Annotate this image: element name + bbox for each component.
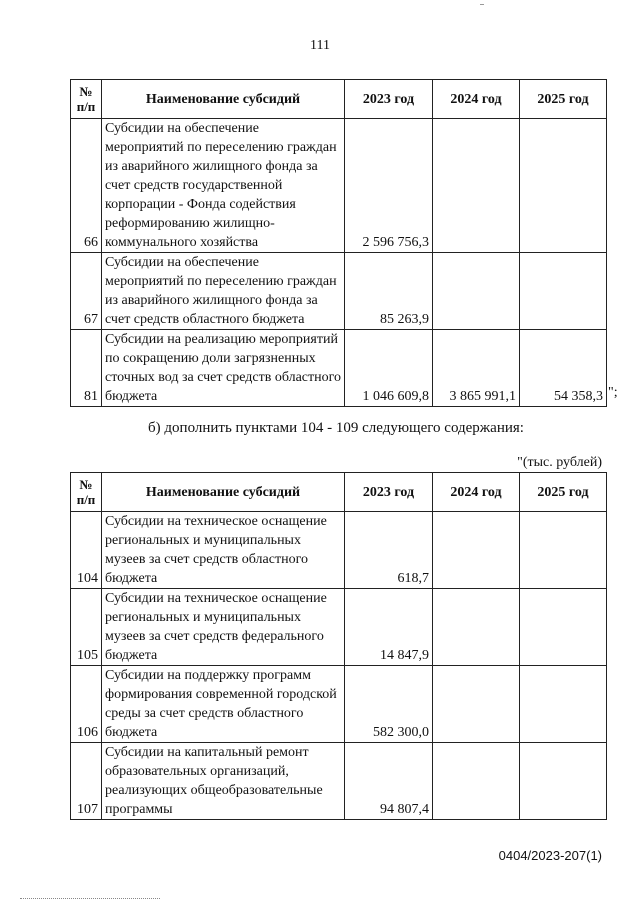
- value-2025: [520, 253, 607, 330]
- header-name: Наименование субсидий: [102, 473, 345, 512]
- scan-edge-marks: [20, 898, 160, 902]
- table-row: [71, 512, 607, 589]
- value-2023: 2 596 756,3: [345, 119, 433, 253]
- row-name: Субсидии на обеспечение мероприятий по переселению граждан из аварийного жилищного фонда за счет средств государственной корпорации - Фонда содействия реформированию жилищно-коммунального хозяйства: [102, 119, 345, 253]
- row-number: 81: [71, 330, 102, 407]
- value-2024: [433, 512, 520, 589]
- table-row: [71, 253, 607, 330]
- row-name: Субсидии на обеспечение мероприятий по переселению граждан из аварийного жилищного фонда за счет средств областного бюджета: [102, 253, 345, 330]
- value-2023: 1 046 609,8: [345, 330, 433, 407]
- value-2023: 14 847,9: [345, 589, 433, 666]
- table-header-row: [71, 80, 607, 119]
- row-name: Субсидии на техническое оснащение региональных и муниципальных музеев за счет средств областного бюджета: [102, 512, 345, 589]
- value-2024: [433, 589, 520, 666]
- value-2023: 85 263,9: [345, 253, 433, 330]
- value-2023: 582 300,0: [345, 666, 433, 743]
- table-row: [71, 119, 607, 253]
- document-code: 0404/2023-207(1): [498, 848, 602, 863]
- value-2024: [433, 253, 520, 330]
- header-2025: 2025 год: [520, 473, 607, 512]
- value-2023: 618,7: [345, 512, 433, 589]
- value-2024: [433, 666, 520, 743]
- value-2025: 54 358,3: [520, 330, 607, 407]
- value-2023: 94 807,4: [345, 743, 433, 820]
- header-2023: 2023 год: [345, 473, 433, 512]
- subsidies-table-new-items: [70, 472, 607, 820]
- scan-mark: [480, 4, 484, 5]
- header-2024: 2024 год: [433, 80, 520, 119]
- header-num: № п/п: [71, 473, 102, 512]
- closing-quote-mark: ";: [608, 385, 618, 400]
- subsidies-table-continued: [70, 79, 607, 407]
- unit-label: "(тыс. рублей): [517, 455, 602, 470]
- row-number: 67: [71, 253, 102, 330]
- value-2025: [520, 589, 607, 666]
- row-name: Субсидии на поддержку программ формирования современной городской среды за счет средств областного бюджета: [102, 666, 345, 743]
- table-row: [71, 743, 607, 820]
- value-2024: [433, 743, 520, 820]
- row-number: 106: [71, 666, 102, 743]
- table-row: [71, 666, 607, 743]
- row-number: 66: [71, 119, 102, 253]
- table-row: [71, 589, 607, 666]
- value-2024: 3 865 991,1: [433, 330, 520, 407]
- header-name: Наименование субсидий: [102, 80, 345, 119]
- header-num: № п/п: [71, 80, 102, 119]
- table-header-row: [71, 473, 607, 512]
- table-row: [71, 330, 607, 407]
- value-2024: [433, 119, 520, 253]
- header-2025: 2025 год: [520, 80, 607, 119]
- row-name: Субсидии на капитальный ремонт образовательных организаций, реализующих общеобразовательные программы: [102, 743, 345, 820]
- value-2025: [520, 743, 607, 820]
- header-2024: 2024 год: [433, 473, 520, 512]
- page-number: 111: [310, 38, 330, 53]
- row-name: Субсидии на реализацию мероприятий по сокращению доли загрязненных сточных вод за счет средств областного бюджета: [102, 330, 345, 407]
- row-name: Субсидии на техническое оснащение региональных и муниципальных музеев за счет средств федерального бюджета: [102, 589, 345, 666]
- row-number: 104: [71, 512, 102, 589]
- value-2025: [520, 119, 607, 253]
- row-number: 105: [71, 589, 102, 666]
- instruction-text: б) дополнить пунктами 104 - 109 следующего содержания:: [148, 420, 524, 436]
- value-2025: [520, 512, 607, 589]
- row-number: 107: [71, 743, 102, 820]
- header-2023: 2023 год: [345, 80, 433, 119]
- value-2025: [520, 666, 607, 743]
